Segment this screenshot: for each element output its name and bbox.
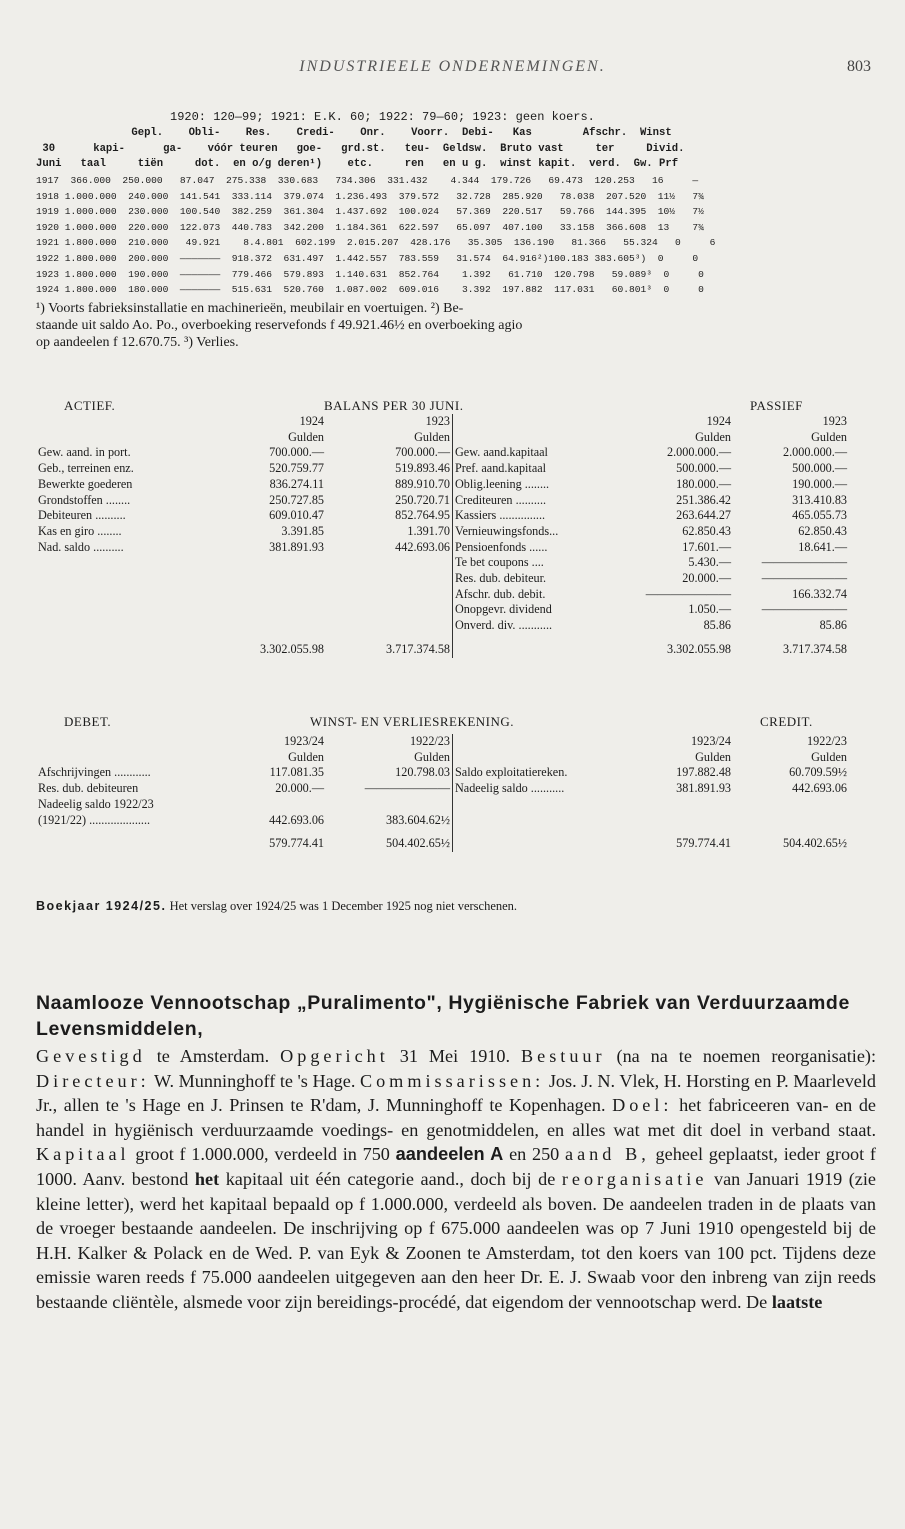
actief-label: Bewerkte goederen (38, 476, 133, 491)
actief-value: 836.274.11 (269, 476, 324, 491)
table-row (36, 508, 849, 524)
kapitaal-text: groot f 1.000.000, verdeeld in 750 (135, 1144, 390, 1165)
page-number: 803 (847, 58, 871, 75)
passief-label: Vernieuwingsfonds... (453, 524, 606, 540)
total-value: 3.302.055.98 (260, 641, 324, 656)
passief-value: 465.055.73 (792, 508, 847, 523)
boekjaar-text: Het verslag over 1924/25 was 1 December 1925 nog niet verschenen. (169, 899, 518, 913)
passief-value: ——————— (761, 602, 847, 617)
totals-row (36, 634, 849, 658)
passief-label: Res. dub. debiteur. (453, 571, 606, 587)
passief-value: 18.641.— (798, 539, 847, 554)
company-title: Naamlooze Vennootschap „Puralimento", Hygiënische Fabriek van Verduurzaamde Levensmiddelen, (36, 992, 850, 1040)
passief-value: 500.000.— (676, 461, 731, 476)
table-row (36, 602, 849, 618)
history-row: 1920 1.000.000 220.000 122.073 440.783 342.200 1.184.361 622.597 65.097 407.100 33.158 366.608 13 7¾ (36, 221, 704, 233)
aand-b-label: aand B, (565, 1144, 650, 1165)
passief-value: 180.000.— (676, 476, 731, 491)
actief-label: Gew. aand. in port. (38, 445, 131, 460)
company-description (36, 1044, 876, 1315)
passief-value: 251.386.42 (676, 492, 731, 507)
debet-value (232, 797, 326, 813)
unit-head: Gulden (695, 749, 731, 764)
actief-value: 889.910.70 (395, 476, 450, 491)
actief-value: 700.000.— (269, 445, 324, 460)
running-header-title: INDUSTRIEELE ONDERNEMINGEN. (299, 58, 606, 75)
debet-value: 117.081.35 (269, 765, 324, 780)
totals-row (36, 828, 849, 852)
unit-head: Gulden (288, 429, 324, 444)
balans-passief-label: PASSIEF (750, 398, 803, 413)
actief-value: 250.727.85 (269, 492, 324, 507)
credit-value: 381.891.93 (676, 781, 731, 796)
passief-value: 166.332.74 (792, 586, 847, 601)
passief-label: Onverd. div. ........... (453, 618, 606, 634)
passief-value: 62.850.43 (798, 523, 847, 538)
table-row (36, 555, 849, 571)
commissarissen-value: Jos. J. N. Vlek, H. Horsting en P. Maarleveld Jr., allen te 's Hage en J. Prinsen te R'dam, J. Munninghoff te Kopenhagen. (36, 1070, 877, 1116)
passief-label: Crediteuren .......... (453, 493, 606, 509)
unit-head: Gulden (288, 749, 324, 764)
passief-value: 17.601.— (682, 539, 731, 554)
footnotes (36, 300, 876, 351)
actief-label: Debiteuren .......... (38, 508, 126, 523)
table-row (36, 797, 849, 813)
passief-value: 190.000.— (792, 476, 847, 491)
total-value: 504.402.65½ (386, 836, 450, 851)
unit-head: Gulden (811, 749, 847, 764)
bestuur-label: Bestuur (520, 1046, 606, 1066)
running-header (0, 58, 905, 82)
kapitaal-label: Kapitaal (36, 1144, 130, 1165)
history-row: 1922 1.800.000 200.000 ——————— 918.372 631.497 1.442.557 783.559 31.574 64.916²)100.183 383.605³) 0 0 (36, 252, 699, 264)
total-value: 579.774.41 (676, 836, 731, 851)
doel-value: het fabriceeren van- en de handel in hygiënisch verduurzaamde voedings- en genotmiddelen, en alles wat met dit doel in verband staat. (36, 1095, 877, 1140)
winst-credit-label: CREDIT. (760, 714, 813, 729)
kapitaal-text: van Januari 1919 (zie kleine letter), werd het kapitaal bepaald op f 1.000.000, verdeeld als boven. De aandeelen traden in de plaats van de vroeger bestaande aandeelen. De inschrijving op f 675.000 aandeelen was op 7 Juni 1910 opengesteld bij de H.H. Kalker & Polack en de Wed. P. van Eyk & Zoonen te Amsterdam, tot den koers van 100 pct. Tijdens deze emissie waren reeds f 75.000 aandeelen uitgegeven aan den heer Dr. E. J. Swaab voor den inbreng van zijn reeds bestaande cliëntèle, alsmede voor zijn bereidings-procédé, dat eigendom der vennootschap werd. De (36, 1168, 877, 1312)
passief-label: Kassiers ............... (453, 508, 606, 524)
kapitaal-text: kapitaal uit één categorie aand., doch bij de (225, 1168, 556, 1189)
passief-label: Afschr. dub. debit. (453, 587, 606, 603)
passief-value: 5.430.— (688, 555, 731, 570)
table-row (36, 540, 849, 556)
balans-table (36, 414, 849, 658)
total-value: 579.774.41 (269, 836, 324, 851)
unit-head: Gulden (811, 429, 847, 444)
history-header-line: Gepl. Obli- Res. Credi- Onr. Voorr. Debi- Kas Afschr. Winst (36, 127, 672, 139)
koers-line: 1920: 120—99; 1921: E.K. 60; 1922: 79—60; 1923: geen koers. (170, 110, 595, 124)
directeur-label: Directeur: (36, 1070, 150, 1091)
doel-label: Doel: (612, 1095, 673, 1116)
debet-label: Afschrijvingen ............ (38, 765, 151, 780)
passief-value: 2.000.000.— (783, 445, 847, 460)
actief-value: 519.893.46 (395, 461, 450, 476)
passief-value: ——————— (645, 586, 731, 601)
debet-value: 20.000.— (275, 781, 324, 796)
total-value: 3.717.374.58 (386, 641, 450, 656)
unit-head: Gulden (695, 429, 731, 444)
footnote-line: ¹) Voorts fabrieksinstallatie en machinerieën, meubilair en voertuigen. ²) Be- (36, 301, 464, 316)
debet-label: Res. dub. debiteuren (38, 781, 139, 796)
balans-title: BALANS PER 30 JUNI. (324, 398, 464, 413)
boekjaar-note (36, 898, 876, 915)
year-head: 1923 (822, 414, 847, 428)
kapitaal-text: en 250 (509, 1144, 560, 1165)
opgericht-value: 31 Mei 1910. (399, 1046, 511, 1066)
history-row: 1917 366.000 250.000 87.047 275.338 330.683 734.306 331.432 4.344 179.726 69.473 120.253 16 — (36, 175, 699, 186)
total-value: 3.717.374.58 (783, 641, 847, 656)
table-row (36, 813, 849, 829)
year-head: 1922/23 (807, 734, 847, 748)
history-row: 1921 1.800.000 210.000 49.921 8.4.801 602.199 2.015.207 428.176 35.305 136.190 81.366 55.324 0 6 (36, 237, 716, 249)
actief-label: Nad. saldo .......... (38, 539, 124, 554)
passief-value: 85.86 (819, 618, 847, 633)
history-row: 1924 1.800.000 180.000 ——————— 515.631 520.760 1.087.002 609.016 3.392 197.882 117.031 60.801³ 0 0 (36, 284, 704, 296)
passief-value: 2.000.000.— (667, 445, 731, 460)
balans-actief-label: ACTIEF. (64, 398, 116, 413)
year-head: 1923/24 (691, 734, 731, 748)
passief-value: 313.410.83 (792, 492, 847, 507)
history-table-header (36, 126, 684, 173)
history-header-line: 30 kapi- ga- vóór teuren goe- grd.st. teu- Geldsw. Bruto vast ter Divid. (36, 142, 685, 155)
reorganisatie-label: reorganisatie (561, 1168, 708, 1189)
het-word: het (194, 1168, 220, 1189)
year-head: 1923/24 (284, 734, 324, 748)
debet-value: 442.693.06 (269, 812, 324, 827)
actief-value: 250.720.71 (395, 492, 450, 507)
table-row (36, 445, 849, 461)
actief-value: 442.693.06 (395, 539, 450, 554)
credit-value: 60.709.59½ (789, 765, 847, 780)
table-row (36, 618, 849, 634)
history-row: 1923 1.800.000 190.000 ——————— 779.466 579.893 1.140.631 852.764 1.392 61.710 120.798 59.089³ 0 0 (36, 268, 704, 280)
commissarissen-label: Commissarissen: (359, 1070, 545, 1091)
table-row (36, 477, 849, 493)
actief-label: Kas en giro ........ (38, 523, 122, 538)
history-header-line: Juni taal tiën dot. en o/g deren¹) etc. ren en u g. winst kapit. verd. Gw. Prf (36, 158, 679, 171)
gevestigd-value: te Amsterdam. (156, 1046, 270, 1066)
passief-label: Pref. aand.kapitaal (453, 461, 606, 477)
footnote-line: op aandeelen f 12.670.75. ³) Verlies. (36, 335, 239, 350)
footnote-line: staande uit saldo Ao. Po., overboeking reservefonds f 49.921.46½ en overboeking agio (36, 318, 523, 333)
passief-value: 62.850.43 (682, 523, 731, 538)
debet-value: 383.604.62½ (386, 812, 450, 827)
year-head: 1924 (299, 414, 324, 428)
table-row (36, 781, 849, 797)
debet-value: 120.798.03 (395, 765, 450, 780)
credit-label: Nadeelig saldo ........... (453, 781, 606, 797)
history-table (36, 173, 715, 298)
actief-label: Grondstoffen ........ (38, 492, 131, 507)
total-value: 504.402.65½ (783, 836, 847, 851)
table-row (36, 524, 849, 540)
year-head: 1924 (706, 414, 731, 428)
passief-value: 263.644.27 (676, 508, 731, 523)
passief-label: Gew. aand.kapitaal (453, 445, 606, 461)
winst-title: WINST- EN VERLIESREKENING. (310, 714, 515, 729)
actief-value: 3.391.85 (281, 523, 324, 538)
debet-label: Nadeelig saldo 1922/23 (38, 796, 154, 811)
actief-label: Geb., terreinen enz. (38, 461, 134, 476)
actief-value: 852.764.95 (395, 508, 450, 523)
opgericht-label: Opgericht (280, 1046, 389, 1066)
passief-value: 85.86 (703, 618, 731, 633)
actief-value: 1.391.70 (407, 523, 450, 538)
actief-value: 609.010.47 (269, 508, 324, 523)
year-head: 1923 (425, 414, 450, 428)
year-head: 1922/23 (410, 734, 450, 748)
debet-value: ——————— (364, 781, 450, 796)
unit-head: Gulden (414, 429, 450, 444)
table-row (36, 493, 849, 509)
boekjaar-label: Boekjaar 1924/25. (36, 899, 167, 913)
passief-value: ——————— (761, 571, 847, 586)
table-row (36, 571, 849, 587)
debet-label: (1921/22) .................... (38, 812, 151, 827)
total-value: 3.302.055.98 (667, 641, 731, 656)
table-row (36, 461, 849, 477)
aandeelen-a: aandeelen A (395, 1144, 504, 1165)
passief-label: Onopgevr. dividend (453, 602, 606, 618)
kapitaal-text: geheel geplaatst, ieder groot f 1000. Aanv. bestond (36, 1144, 876, 1189)
actief-value: 700.000.— (395, 445, 450, 460)
credit-value: 442.693.06 (792, 781, 847, 796)
history-row: 1918 1.000.000 240.000 141.541 333.114 379.074 1.236.493 379.572 32.728 285.920 78.038 207.520 11½ 7¾ (36, 190, 704, 202)
winst-table (36, 734, 849, 852)
passief-value: ——————— (761, 555, 847, 570)
passief-value: 20.000.— (682, 571, 731, 586)
bestuur-value: (na na te noemen reorganisatie): (616, 1046, 877, 1066)
directeur-value: W. Munninghoff te 's Hage. (153, 1070, 356, 1091)
credit-label: Saldo exploitatiereken. (453, 765, 606, 781)
passief-label: Te bet coupons .... (453, 555, 606, 571)
table-row (36, 765, 849, 781)
winst-debet-label: DEBET. (64, 714, 112, 729)
credit-value: 197.882.48 (676, 765, 731, 780)
actief-value: 381.891.93 (269, 539, 324, 554)
actief-value: 520.759.77 (269, 461, 324, 476)
gevestigd-label: Gevestigd (36, 1046, 146, 1066)
history-row: 1919 1.000.000 230.000 100.540 382.259 361.304 1.437.692 100.024 57.369 220.517 59.766 144.395 10½ 7½ (36, 206, 704, 218)
debet-value (326, 797, 453, 813)
passief-value: 500.000.— (792, 461, 847, 476)
unit-head: Gulden (414, 749, 450, 764)
laatste-word: laatste (771, 1291, 823, 1312)
passief-label: Pensioenfonds ...... (453, 540, 606, 556)
table-row (36, 587, 849, 603)
passief-label: Oblig.leening ........ (453, 477, 606, 493)
passief-value: 1.050.— (688, 602, 731, 617)
